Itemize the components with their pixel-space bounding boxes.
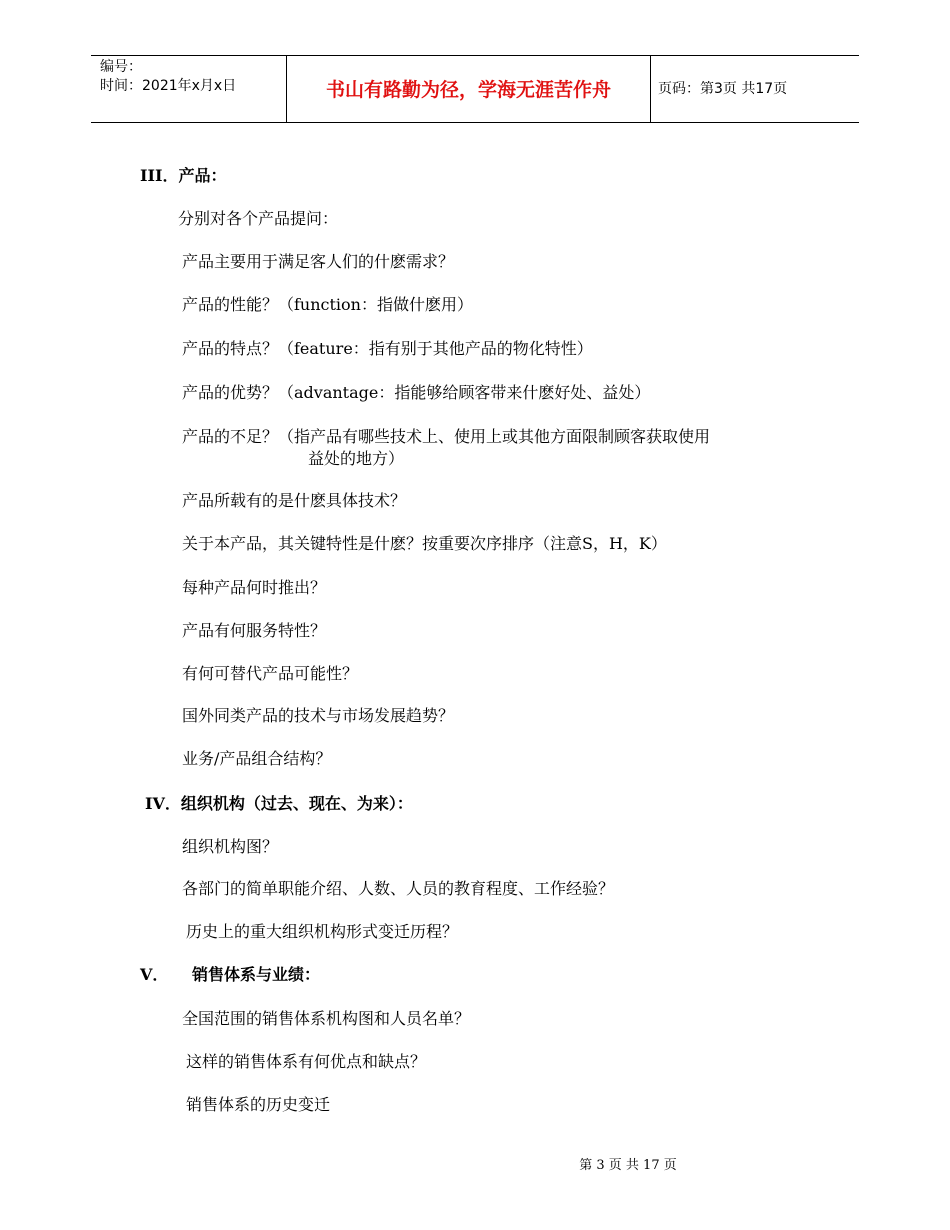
list-item: 产品的不足？（指产品有哪些技术上、使用上或其他方面限制顾客获取使用 — [182, 427, 711, 446]
list-item: 产品的特点？（feature：指有别于其他产品的物化特性） — [182, 339, 593, 358]
list-item: 产品主要用于满足客人们的什麽需求？ — [182, 252, 455, 271]
section-title: 产品： — [178, 166, 227, 185]
list-item: 各部门的简单职能介绍、人数、人员的教育程度、工作经验？ — [182, 879, 615, 898]
list-item: 每种产品何时推出？ — [182, 578, 327, 597]
header-motto-cell — [286, 56, 651, 122]
time-label: 时间：2021年x月x日 — [100, 78, 237, 94]
header-page-info: 页码：第3页 共17页 — [658, 81, 788, 97]
section-number: V． — [140, 965, 169, 984]
list-item: 有何可替代产品可能性？ — [182, 664, 359, 683]
page-footer: 第 3 页 共 17 页 — [579, 1158, 677, 1173]
list-item-continuation: 益处的地方） — [308, 449, 405, 468]
list-item: 国外同类产品的技术与市场发展趋势？ — [182, 706, 455, 725]
section-number: III． — [140, 166, 179, 185]
list-item: 这样的销售体系有何优点和缺点？ — [186, 1052, 427, 1071]
section-title: 组织机构（过去、现在、为来）： — [180, 794, 413, 813]
section-intro: 分别对各个产品提问： — [178, 209, 339, 228]
section-title: 销售体系与业绩： — [192, 965, 321, 984]
header-motto: 书山有路勤为径，学海无涯苦作舟 — [325, 79, 611, 101]
section-heading-iii — [140, 166, 226, 186]
list-item: 历史上的重大组织机构形式变迁历程？ — [186, 922, 459, 941]
list-item: 业务/产品组合结构？ — [182, 749, 332, 768]
page-header — [91, 55, 859, 123]
header-meta-cell — [91, 56, 286, 122]
list-item: 关于本产品，其关键特性是什麽？按重要次序排序（注意S，H，K） — [182, 534, 667, 553]
list-item: 组织机构图？ — [182, 837, 279, 856]
header-page-cell — [649, 56, 859, 122]
list-item: 全国范围的销售体系机构图和人员名单？ — [182, 1009, 471, 1028]
list-item: 销售体系的历史变迁 — [186, 1095, 331, 1114]
list-item: 产品的性能？（function：指做什麽用） — [182, 295, 473, 314]
section-heading-iv — [145, 794, 413, 814]
list-item: 产品所载有的是什麽具体技术？ — [182, 491, 407, 510]
list-item: 产品的优势？（advantage：指能够给顾客带来什麽好处、益处） — [182, 383, 651, 402]
serial-label: 编号： — [100, 59, 142, 75]
section-number: IV． — [145, 794, 181, 813]
section-heading-v — [140, 965, 320, 985]
list-item: 产品有何服务特性？ — [182, 621, 327, 640]
